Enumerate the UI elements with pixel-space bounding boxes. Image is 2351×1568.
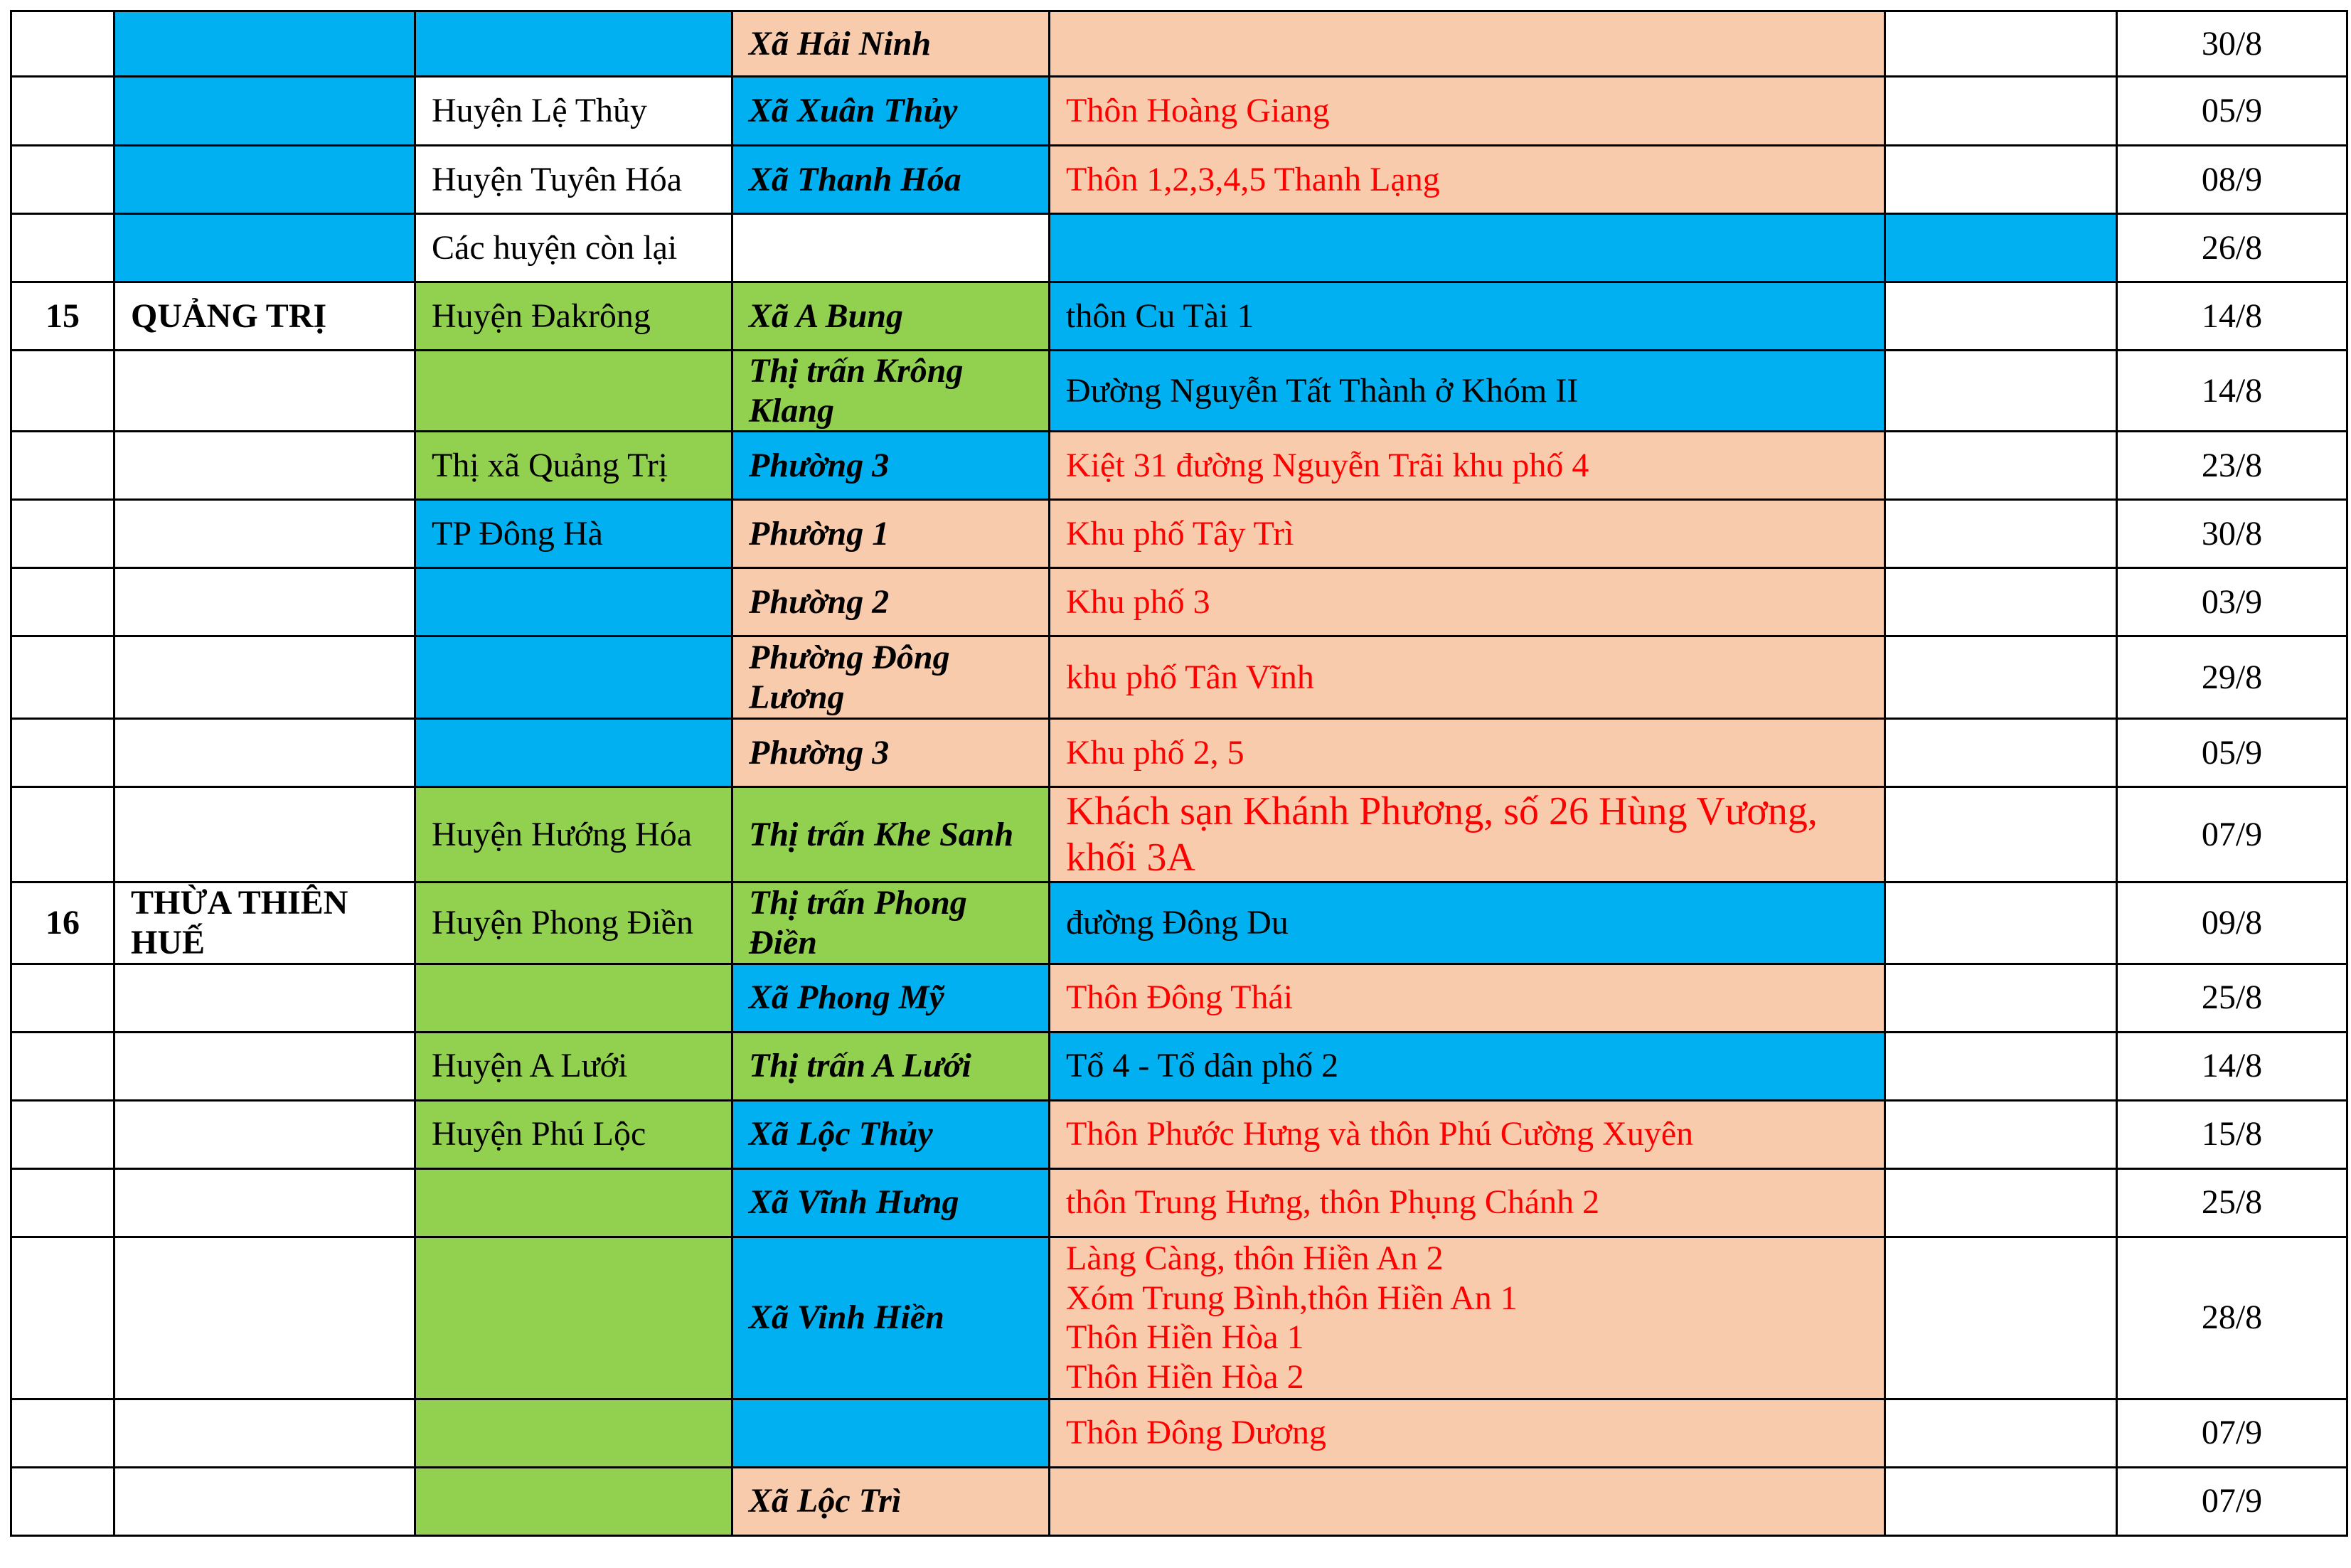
- cell-blank: [1885, 214, 2117, 282]
- cell-district: [415, 636, 732, 719]
- cell-district: [415, 1237, 732, 1399]
- area-line: Làng Càng, thôn Hiền An 2: [1066, 1239, 1444, 1277]
- cell-date: 26/8: [2117, 214, 2347, 282]
- cell-commune: Thị trấn Khe Sanh: [732, 787, 1050, 882]
- cell-district: Huyện Hướng Hóa: [415, 787, 732, 882]
- cell-commune: Xã Phong Mỹ: [732, 964, 1050, 1032]
- cell-no: [11, 787, 114, 882]
- cell-blank: [1885, 11, 2117, 77]
- cell-blank: [1885, 1100, 2117, 1168]
- cell-date: 30/8: [2117, 11, 2347, 77]
- cell-commune: Xã Vinh Hiền: [732, 1237, 1050, 1399]
- cell-area: [1050, 568, 1885, 636]
- cell-district: Huyện Đakrông: [415, 282, 732, 351]
- table-row: [11, 282, 2347, 351]
- cell-district: Huyện Tuyên Hóa: [415, 146, 732, 214]
- cell-no: [11, 351, 114, 432]
- area-line: Thôn Phước Hưng và thôn Phú Cường Xuyên: [1066, 1115, 1694, 1153]
- cell-area: [1050, 636, 1885, 719]
- table-row: [11, 500, 2347, 568]
- cell-province: [114, 77, 415, 146]
- cell-no: [11, 146, 114, 214]
- cell-no: [11, 1399, 114, 1467]
- cell-commune: Xã Lộc Trì: [732, 1467, 1050, 1535]
- cell-province: [114, 432, 415, 500]
- cell-province: [114, 568, 415, 636]
- cell-province: [114, 214, 415, 282]
- cell-province: [114, 719, 415, 787]
- cell-blank: [1885, 500, 2117, 568]
- table-row: [11, 882, 2347, 964]
- cell-no: [11, 719, 114, 787]
- table-row: [11, 964, 2347, 1032]
- cell-blank: [1885, 568, 2117, 636]
- cell-commune: Phường 2: [732, 568, 1050, 636]
- table-row: [11, 636, 2347, 719]
- cell-date: 07/9: [2117, 1467, 2347, 1535]
- cell-province: [114, 1032, 415, 1100]
- cell-date: 08/9: [2117, 146, 2347, 214]
- area-line: Thôn Hoàng Giang: [1066, 92, 1330, 130]
- cell-area: [1050, 282, 1885, 351]
- cell-area: [1050, 146, 1885, 214]
- cell-commune: Phường 3: [732, 432, 1050, 500]
- cell-commune: Phường 1: [732, 500, 1050, 568]
- cell-no: [11, 11, 114, 77]
- area-line: thôn Trung Hưng, thôn Phụng Chánh 2: [1066, 1183, 1600, 1222]
- cell-date: 23/8: [2117, 432, 2347, 500]
- area-line: đường Đông Du: [1066, 904, 1289, 942]
- cell-province: [114, 1237, 415, 1399]
- cell-commune: [732, 214, 1050, 282]
- cell-area: [1050, 1399, 1885, 1467]
- cell-blank: [1885, 1467, 2117, 1535]
- cell-province: THỪA THIÊN HUẾ: [114, 882, 415, 964]
- area-line: Đường Nguyễn Tất Thành ở Khóm II: [1066, 371, 1579, 410]
- table-row: [11, 1399, 2347, 1467]
- cell-district: [415, 964, 732, 1032]
- table-row: [11, 719, 2347, 787]
- cell-district: Huyện Lệ Thủy: [415, 77, 732, 146]
- table-row: [11, 1032, 2347, 1100]
- cell-commune: Thị trấn Phong Điền: [732, 882, 1050, 964]
- area-line: Khu phố Tây Trì: [1066, 515, 1294, 553]
- cell-no: [11, 77, 114, 146]
- cell-no: [11, 1237, 114, 1399]
- cell-district: [415, 1399, 732, 1467]
- cell-area: [1050, 351, 1885, 432]
- cell-province: [114, 964, 415, 1032]
- cell-date: 05/9: [2117, 77, 2347, 146]
- cell-area: [1050, 964, 1885, 1032]
- cell-area: [1050, 1237, 1885, 1399]
- cell-commune: Phường 3: [732, 719, 1050, 787]
- table-row: [11, 1100, 2347, 1168]
- cell-area: [1050, 77, 1885, 146]
- cell-blank: [1885, 1399, 2117, 1467]
- cell-blank: [1885, 1237, 2117, 1399]
- area-line: Khu phố 3: [1066, 583, 1210, 621]
- cell-province: [114, 1467, 415, 1535]
- area-line: Thôn Đông Dương: [1066, 1414, 1327, 1452]
- cell-area: [1050, 11, 1885, 77]
- cell-date: 15/8: [2117, 1100, 2347, 1168]
- cell-commune: [732, 1399, 1050, 1467]
- cell-no: [11, 1168, 114, 1237]
- cell-district: [415, 719, 732, 787]
- cell-area: [1050, 1100, 1885, 1168]
- cell-area: [1050, 787, 1885, 882]
- area-line: Tổ 4 - Tổ dân phố 2: [1066, 1047, 1339, 1085]
- cell-blank: [1885, 719, 2117, 787]
- cell-date: 14/8: [2117, 282, 2347, 351]
- area-line: khu phố Tân Vĩnh: [1066, 658, 1314, 696]
- cell-province: [114, 1399, 415, 1467]
- cell-district: [415, 11, 732, 77]
- cell-blank: [1885, 1168, 2117, 1237]
- cell-area: [1050, 1032, 1885, 1100]
- cell-area: [1050, 1168, 1885, 1237]
- cell-date: 25/8: [2117, 964, 2347, 1032]
- table-body: [11, 11, 2347, 1536]
- cell-blank: [1885, 282, 2117, 351]
- cell-date: 30/8: [2117, 500, 2347, 568]
- cell-date: 07/9: [2117, 1399, 2347, 1467]
- area-line: Thôn Đông Thái: [1066, 978, 1294, 1017]
- table-row: [11, 1467, 2347, 1535]
- cell-date: 07/9: [2117, 787, 2347, 882]
- cell-commune: Xã Vĩnh Hưng: [732, 1168, 1050, 1237]
- cell-area: [1050, 500, 1885, 568]
- cell-area: [1050, 882, 1885, 964]
- cell-blank: [1885, 146, 2117, 214]
- table-row: [11, 1237, 2347, 1399]
- cell-no: [11, 1467, 114, 1535]
- cell-province: [114, 351, 415, 432]
- cell-area: [1050, 432, 1885, 500]
- cell-date: 09/8: [2117, 882, 2347, 964]
- cell-date: 05/9: [2117, 719, 2347, 787]
- cell-district: [415, 351, 732, 432]
- cell-district: Thị xã Quảng Trị: [415, 432, 732, 500]
- cell-date: 14/8: [2117, 351, 2347, 432]
- table-row: [11, 1168, 2347, 1237]
- cell-district: Huyện Phú Lộc: [415, 1100, 732, 1168]
- area-line: Xóm Trung Bình,thôn Hiền An 1: [1066, 1279, 1518, 1317]
- cell-area: [1050, 214, 1885, 282]
- table-row: [11, 146, 2347, 214]
- cell-blank: [1885, 432, 2117, 500]
- cell-province: [114, 1168, 415, 1237]
- cell-no: [11, 214, 114, 282]
- cell-district: TP Đông Hà: [415, 500, 732, 568]
- cell-blank: [1885, 636, 2117, 719]
- cell-no: [11, 500, 114, 568]
- cell-date: 25/8: [2117, 1168, 2347, 1237]
- table-row: [11, 568, 2347, 636]
- cell-date: 03/9: [2117, 568, 2347, 636]
- cell-no: [11, 964, 114, 1032]
- cell-date: 28/8: [2117, 1237, 2347, 1399]
- cell-commune: Xã Hải Ninh: [732, 11, 1050, 77]
- cell-no: [11, 568, 114, 636]
- cell-commune: Thị trấn A Lưới: [732, 1032, 1050, 1100]
- cell-no: [11, 1100, 114, 1168]
- cell-district: Huyện Phong Điền: [415, 882, 732, 964]
- table-row: [11, 77, 2347, 146]
- cell-no: [11, 432, 114, 500]
- area-line: Khách sạn Khánh Phương, số 26 Hùng Vương, khối 3A: [1066, 789, 1818, 880]
- cell-no: [11, 636, 114, 719]
- cell-commune: Xã Xuân Thủy: [732, 77, 1050, 146]
- table-row: [11, 787, 2347, 882]
- area-line: Khu phố 2, 5: [1066, 734, 1244, 772]
- cell-province: [114, 11, 415, 77]
- cell-area: [1050, 719, 1885, 787]
- cell-blank: [1885, 351, 2117, 432]
- area-line: Thôn Hiền Hòa 1: [1066, 1318, 1304, 1357]
- cell-province: QUẢNG TRỊ: [114, 282, 415, 351]
- cell-blank: [1885, 1032, 2117, 1100]
- cell-no: [11, 1032, 114, 1100]
- cell-commune: Xã A Bung: [732, 282, 1050, 351]
- table-row: [11, 214, 2347, 282]
- table-row: [11, 351, 2347, 432]
- cell-district: [415, 1168, 732, 1237]
- cell-commune: Xã Lộc Thủy: [732, 1100, 1050, 1168]
- table-row: [11, 11, 2347, 77]
- cell-province: [114, 1100, 415, 1168]
- table-row: [11, 432, 2347, 500]
- cell-commune: Phường Đông Lương: [732, 636, 1050, 719]
- cell-blank: [1885, 964, 2117, 1032]
- cell-commune: Xã Thanh Hóa: [732, 146, 1050, 214]
- cell-province: [114, 146, 415, 214]
- cell-blank: [1885, 882, 2117, 964]
- cell-district: [415, 568, 732, 636]
- area-line: Thôn 1,2,3,4,5 Thanh Lạng: [1066, 160, 1440, 198]
- cell-commune: Thị trấn Krông Klang: [732, 351, 1050, 432]
- cell-district: Các huyện còn lại: [415, 214, 732, 282]
- cell-province: [114, 636, 415, 719]
- outbreak-area-table: [10, 10, 2348, 1537]
- cell-area: [1050, 1467, 1885, 1535]
- cell-blank: [1885, 787, 2117, 882]
- cell-no: 16: [11, 882, 114, 964]
- area-line: Thôn Hiền Hòa 2: [1066, 1358, 1304, 1396]
- area-line: Kiệt 31 đường Nguyễn Trãi khu phố 4: [1066, 447, 1589, 484]
- cell-no: 15: [11, 282, 114, 351]
- cell-date: 29/8: [2117, 636, 2347, 719]
- area-line: thôn Cu Tài 1: [1066, 297, 1254, 335]
- cell-district: [415, 1467, 732, 1535]
- cell-district: Huyện A Lưới: [415, 1032, 732, 1100]
- cell-province: [114, 500, 415, 568]
- cell-blank: [1885, 77, 2117, 146]
- cell-date: 14/8: [2117, 1032, 2347, 1100]
- cell-province: [114, 787, 415, 882]
